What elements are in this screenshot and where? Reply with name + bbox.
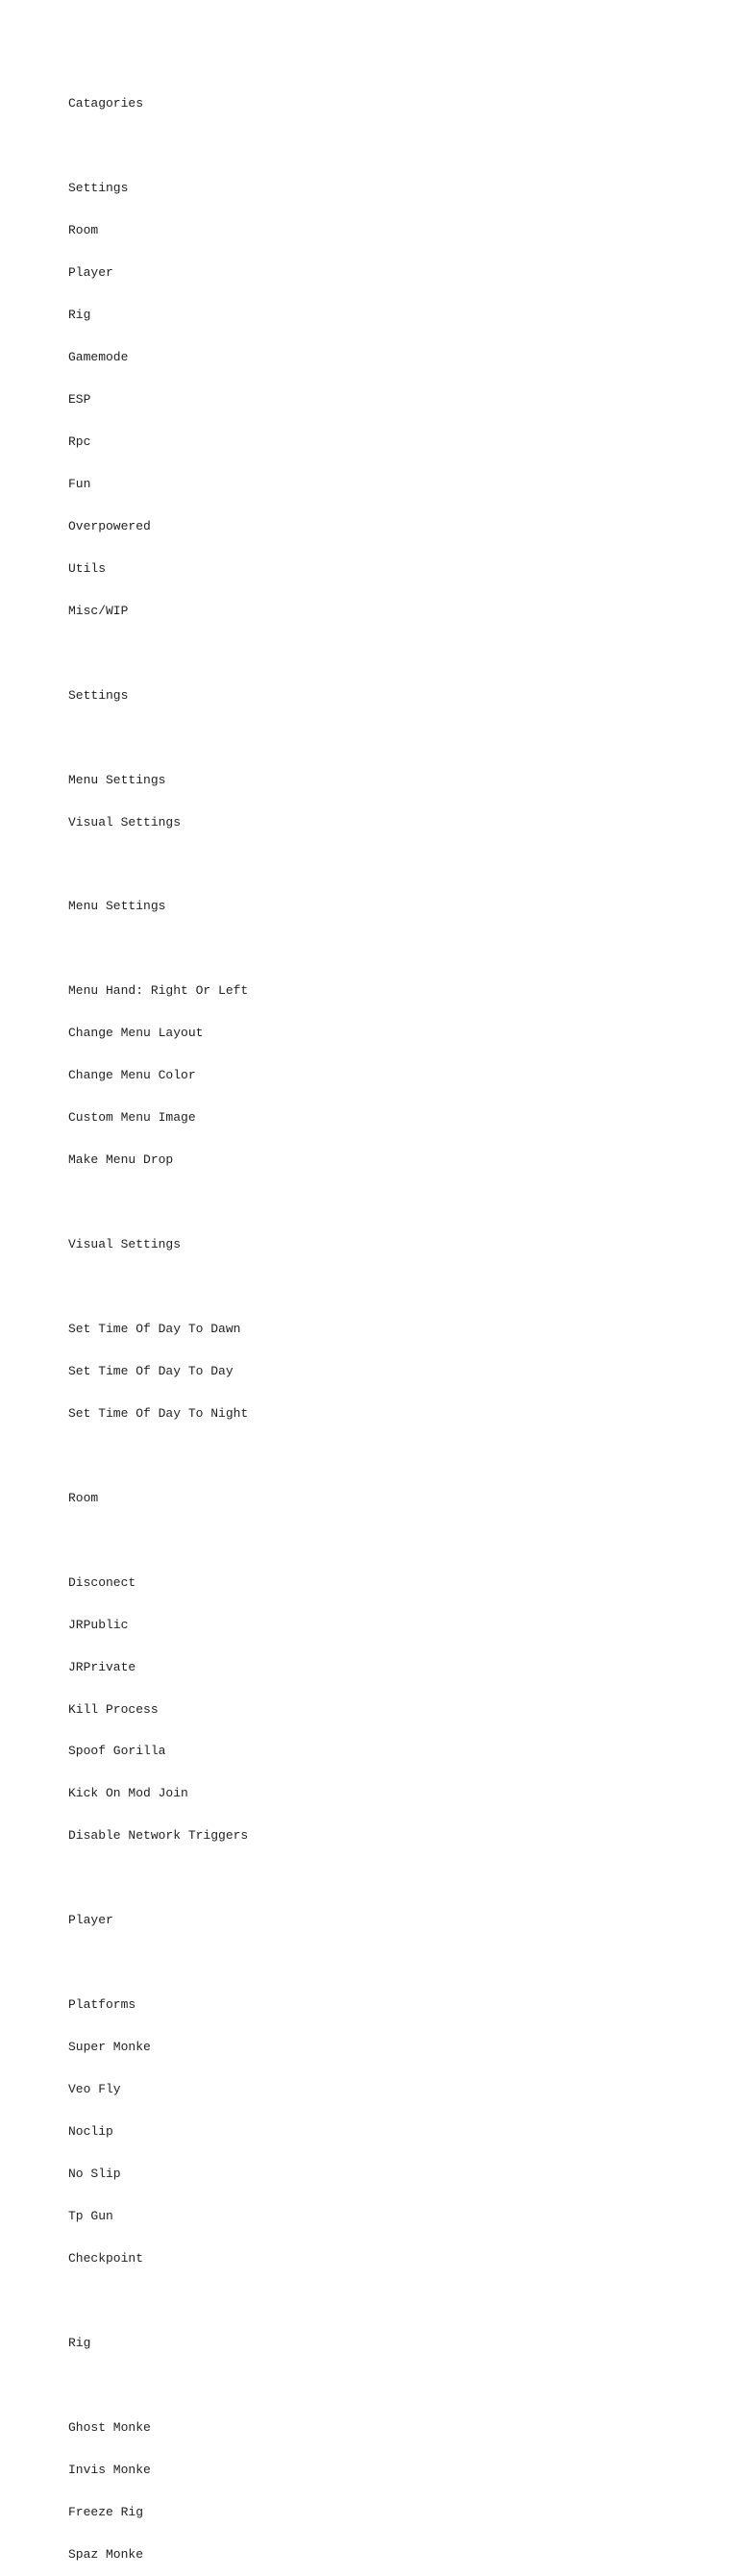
list-item: Ghost Monke <box>68 2419 151 2435</box>
list-item: Platforms <box>68 1997 136 2013</box>
list-item: Rig <box>68 308 91 323</box>
list-item: Veo Fly <box>68 2082 121 2097</box>
list-item: Visual Settings <box>68 814 182 830</box>
list-item: Tp Gun <box>68 2208 113 2223</box>
blank-line <box>68 731 722 746</box>
list-item: Kill Process <box>68 1701 159 1717</box>
list-item: Kick On Mod Join <box>68 1786 188 1801</box>
blank-line <box>68 1196 722 1210</box>
list-item: Utils <box>68 560 107 576</box>
blank-line <box>68 857 722 872</box>
list-item: Invis Monke <box>68 2462 151 2477</box>
heading-player: Player <box>68 1913 113 1928</box>
blank-line <box>68 2294 722 2309</box>
text-document <box>68 69 722 2576</box>
blank-line <box>68 1871 722 1886</box>
heading-settings: Settings <box>68 687 129 703</box>
list-item: Checkpoint <box>68 2250 144 2266</box>
list-item: Set Time Of Day To Day <box>68 1363 234 1378</box>
blank-line <box>68 2379 722 2393</box>
list-item: Spoof Gorilla <box>68 1744 166 1759</box>
list-item: Spaz Monke <box>68 2546 144 2562</box>
heading-categories: Catagories <box>68 96 144 111</box>
blank-line <box>68 1449 722 1464</box>
list-item: Set Time Of Day To Dawn <box>68 1321 241 1336</box>
list-item: Fun <box>68 476 91 491</box>
list-item: Make Menu Drop <box>68 1152 174 1168</box>
list-item: Custom Menu Image <box>68 1110 196 1126</box>
list-item: Change Menu Color <box>68 1068 196 1083</box>
heading-room: Room <box>68 1490 99 1505</box>
blank-line <box>68 139 722 154</box>
list-item: Change Menu Layout <box>68 1026 204 1041</box>
list-item: Super Monke <box>68 2040 151 2055</box>
list-item: Settings <box>68 181 129 196</box>
heading-menu-settings: Menu Settings <box>68 899 166 914</box>
list-item: Noclip <box>68 2124 113 2140</box>
list-item: Player <box>68 265 113 281</box>
list-item: Rpc <box>68 433 91 449</box>
heading-visual-settings: Visual Settings <box>68 1237 182 1252</box>
list-item: Misc/WIP <box>68 603 129 618</box>
blank-line <box>68 647 722 661</box>
list-item: Freeze Rig <box>68 2504 144 2519</box>
blank-line <box>68 942 722 956</box>
blank-line <box>68 1956 722 1970</box>
list-item: Room <box>68 223 99 238</box>
blank-line <box>68 1280 722 1295</box>
heading-rig: Rig <box>68 2335 91 2350</box>
list-item: Gamemode <box>68 350 129 365</box>
list-item: No Slip <box>68 2167 121 2182</box>
list-item: Disable Network Triggers <box>68 1828 249 1844</box>
blank-line <box>68 1534 722 1548</box>
list-item: Overpowered <box>68 518 151 533</box>
list-item: JRPrivate <box>68 1659 136 1674</box>
list-item: Menu Hand: Right Or Left <box>68 983 249 999</box>
list-item: Disconect <box>68 1574 136 1590</box>
list-item: Set Time Of Day To Night <box>68 1405 249 1421</box>
list-item: JRPublic <box>68 1617 129 1632</box>
list-item: Menu Settings <box>68 772 166 787</box>
list-item: ESP <box>68 391 91 407</box>
